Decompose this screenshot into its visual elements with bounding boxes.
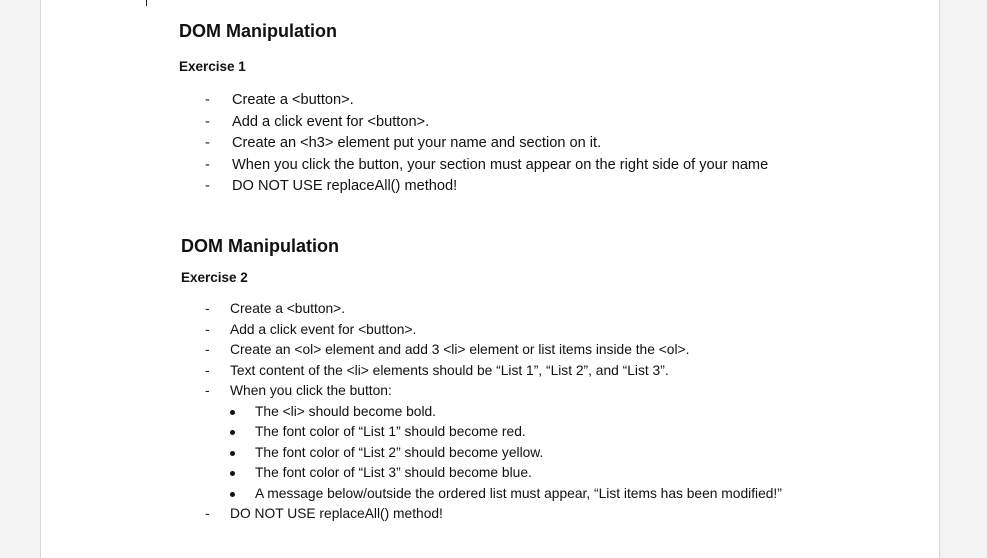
list-item-text: DO NOT USE replaceAll() method! [230, 506, 443, 521]
dash-marker: - [205, 506, 210, 521]
bullet-icon [230, 492, 235, 497]
list-item [179, 112, 899, 134]
exercise-1-section [179, 20, 899, 198]
dash-marker: - [205, 156, 210, 173]
dash-marker: - [205, 113, 210, 130]
list-item-text: Create an <h3> element put your name and section on it. [232, 135, 602, 151]
list-item [179, 133, 899, 155]
dash-marker: - [205, 383, 210, 398]
sub-list-item [181, 422, 901, 443]
sub-list-item-text: The font color of “List 1” should become red. [255, 424, 526, 439]
exercise-2-list [181, 299, 901, 525]
dash-marker: - [205, 178, 210, 194]
exercise-1-list [179, 90, 899, 198]
dash-marker: - [205, 362, 210, 378]
list-item [181, 381, 901, 402]
exercise-1-subheading: Exercise 1 [179, 59, 246, 74]
exercise-2-subheading: Exercise 2 [181, 270, 248, 285]
dash-marker: - [205, 342, 210, 357]
list-item-text: Add a click event for <button>. [230, 321, 417, 337]
bullet-icon [230, 430, 235, 435]
sub-list-item [181, 463, 901, 484]
sub-list-item [181, 402, 901, 423]
list-item [179, 90, 899, 112]
list-item [181, 320, 901, 341]
list-item-text: Text content of the <li> elements should be “List 1”, “List 2”, and “List 3”. [230, 362, 669, 378]
list-item-text: When you click the button, your section must appear on the right side of your name [232, 156, 769, 173]
sub-list-item [181, 443, 901, 464]
exercise-1-heading: DOM Manipulation [179, 21, 337, 41]
list-item [181, 504, 901, 525]
dash-marker: - [205, 135, 210, 151]
bullet-icon [230, 471, 235, 476]
sub-list-item-text: The font color of “List 2” should become yellow. [255, 444, 544, 460]
sub-list-item-text: The <li> should become bold. [255, 403, 437, 419]
bullet-icon [230, 451, 235, 456]
sub-list-item-text: The font color of “List 3” should become blue. [255, 465, 532, 480]
list-item-text: When you click the button: [230, 383, 392, 398]
list-item-text: Create a <button>. [232, 92, 354, 108]
list-item-text: Create an <ol> element and add 3 <li> element or list items inside the <ol>. [230, 342, 690, 357]
sub-list-item-text: A message below/outside the ordered list must appear, “List items has been modified!” [255, 485, 782, 501]
bullet-icon [230, 410, 235, 415]
dash-marker: - [205, 321, 210, 337]
text-cursor [146, 0, 147, 6]
exercise-2-section [181, 235, 901, 525]
dash-marker: - [205, 301, 210, 316]
list-item [181, 361, 901, 382]
list-item-text: Create a <button>. [230, 301, 346, 316]
list-item-text: Add a click event for <button>. [232, 113, 430, 130]
list-item [181, 299, 901, 320]
list-item [179, 155, 899, 177]
exercise-2-heading: DOM Manipulation [181, 236, 339, 256]
list-item [181, 340, 901, 361]
sub-list-item [181, 484, 901, 505]
dash-marker: - [205, 92, 210, 108]
list-item-text: DO NOT USE replaceAll() method! [232, 178, 458, 194]
list-item [179, 176, 899, 198]
